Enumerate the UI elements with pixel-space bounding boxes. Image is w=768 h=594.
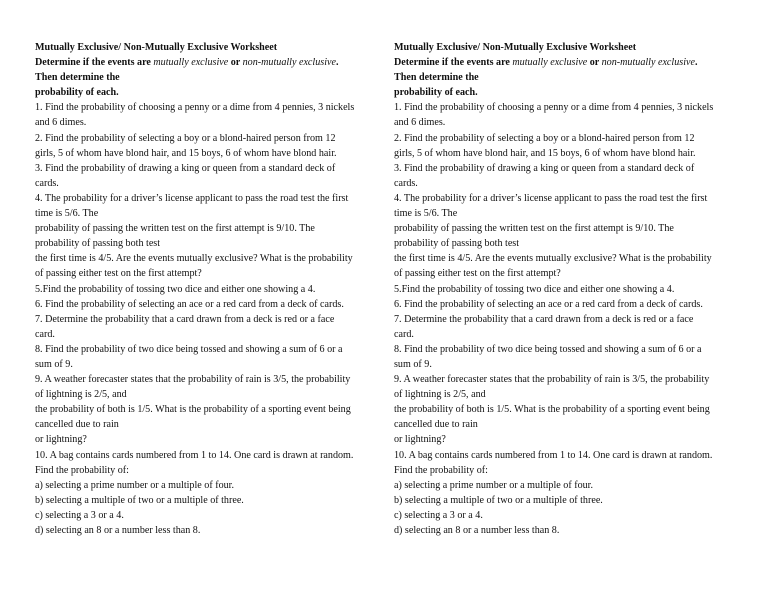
worksheet-questions <box>35 100 385 538</box>
worksheet-line: b) selecting a multiple of two or a multiple of three. <box>394 494 603 506</box>
instruction-term-non-mutually-exclusive: non-mutually exclusive <box>242 57 336 69</box>
worksheet-line: 2. Find the probability of selecting a boy or a blond-haired person from 12 <box>394 132 695 144</box>
worksheet-line: probability of passing both test <box>394 238 520 250</box>
worksheet-line: or lightning? <box>35 434 87 446</box>
instruction-term-mutually-exclusive: mutually exclusive <box>153 57 229 69</box>
worksheet-line: 5.Find the probability of tossing two dice and either one showing a 4. <box>394 283 675 295</box>
instruction-or: or <box>587 57 602 69</box>
worksheet-line: of lightning is 2/5, and <box>35 389 127 401</box>
worksheet-line: Find the probability of: <box>394 464 488 476</box>
worksheet-line: time is 5/6. The <box>35 208 99 220</box>
instruction-term-mutually-exclusive: mutually exclusive <box>512 57 588 69</box>
worksheet-line: cards. <box>394 177 418 189</box>
instruction-line-3: probability of each. <box>394 87 478 99</box>
instruction-term-non-mutually-exclusive: non-mutually exclusive <box>601 57 695 69</box>
worksheet-line: cancelled due to rain <box>394 419 478 431</box>
worksheet-line: girls, 5 of whom have blond hair, and 15 boys, 6 of whom have blond hair. <box>35 147 337 159</box>
instruction-suffix: . <box>335 57 339 69</box>
worksheet-line: c) selecting a 3 or a 4. <box>394 509 483 521</box>
instruction-line-3: probability of each. <box>35 87 119 99</box>
worksheet-line: 6. Find the probability of selecting an ace or a red card from a deck of cards. <box>35 298 344 310</box>
worksheet-line: 4. The probability for a driver’s license applicant to pass the road test the first <box>35 192 349 204</box>
worksheet-line: probability of passing the written test on the first attempt is 9/10. The <box>35 223 315 235</box>
worksheet-title: Mutually Exclusive/ Non-Mutually Exclusive Worksheet <box>35 42 278 53</box>
worksheet-line: 7. Determine the probability that a card drawn from a deck is red or a face <box>35 313 335 325</box>
worksheet-line: the first time is 4/5. Are the events mutually exclusive? What is the probability <box>394 253 712 265</box>
worksheet-line: sum of 9. <box>394 358 432 370</box>
worksheet-line: and 6 dimes. <box>35 117 87 129</box>
worksheet-line: Find the probability of: <box>35 464 129 476</box>
worksheet-line: card. <box>35 328 55 340</box>
worksheet-line: cards. <box>35 177 59 189</box>
instruction-or: or <box>228 57 243 69</box>
worksheet-line: the probability of both is 1/5. What is the probability of a sporting event being <box>394 404 710 416</box>
worksheet-questions <box>394 100 744 538</box>
worksheet-line: 2. Find the probability of selecting a boy or a blond-haired person from 12 <box>35 132 336 144</box>
worksheet-line: 3. Find the probability of drawing a king or queen from a standard deck of <box>394 162 695 174</box>
worksheet-line: d) selecting an 8 or a number less than 8. <box>394 525 560 536</box>
worksheet-column-right <box>394 40 744 538</box>
worksheet-line: of passing either test on the first attempt? <box>35 268 202 280</box>
worksheet-line: 9. A weather forecaster states that the probability of rain is 3/5, the probability <box>394 374 710 386</box>
worksheet-line: b) selecting a multiple of two or a multiple of three. <box>35 494 244 506</box>
worksheet-line: girls, 5 of whom have blond hair, and 15 boys, 6 of whom have blond hair. <box>394 147 696 159</box>
worksheet-line: 8. Find the probability of two dice being tossed and showing a sum of 6 or a <box>394 343 702 355</box>
worksheet-line: 8. Find the probability of two dice being tossed and showing a sum of 6 or a <box>35 343 343 355</box>
instruction-suffix: . <box>694 57 698 69</box>
worksheet-title: Mutually Exclusive/ Non-Mutually Exclusive Worksheet <box>394 42 637 53</box>
worksheet-line: a) selecting a prime number or a multiple of four. <box>35 479 235 491</box>
worksheet-line: 1. Find the probability of choosing a penny or a dime from 4 pennies, 3 nickels <box>394 102 714 114</box>
worksheet-line: 7. Determine the probability that a card drawn from a deck is red or a face <box>394 313 694 325</box>
worksheet-line: c) selecting a 3 or a 4. <box>35 509 124 521</box>
worksheet-instruction <box>394 55 744 70</box>
worksheet-line: 4. The probability for a driver’s license applicant to pass the road test the first <box>394 192 708 204</box>
worksheet-line: 9. A weather forecaster states that the probability of rain is 3/5, the probability <box>35 374 351 386</box>
worksheet-line: 10. A bag contains cards numbered from 1 to 14. One card is drawn at random. <box>35 449 354 461</box>
instruction-prefix: Determine if the events are <box>394 57 513 69</box>
worksheet-line: sum of 9. <box>35 358 73 370</box>
worksheet-instruction <box>35 55 385 70</box>
worksheet-line: probability of passing both test <box>35 238 161 250</box>
worksheet-column-left <box>35 40 385 538</box>
worksheet-line: 3. Find the probability of drawing a king or queen from a standard deck of <box>35 162 336 174</box>
worksheet-line: cancelled due to rain <box>35 419 119 431</box>
instruction-line-2: Then determine the <box>35 72 120 84</box>
worksheet-line: a) selecting a prime number or a multiple of four. <box>394 479 594 491</box>
worksheet-line: the probability of both is 1/5. What is the probability of a sporting event being <box>35 404 351 416</box>
instruction-prefix: Determine if the events are <box>35 57 154 69</box>
worksheet-line: probability of passing the written test on the first attempt is 9/10. The <box>394 223 674 235</box>
worksheet-line: of lightning is 2/5, and <box>394 389 486 401</box>
worksheet-line: d) selecting an 8 or a number less than 8. <box>35 525 201 536</box>
worksheet-line: of passing either test on the first attempt? <box>394 268 561 280</box>
worksheet-line: and 6 dimes. <box>394 117 446 129</box>
worksheet-line: 6. Find the probability of selecting an ace or a red card from a deck of cards. <box>394 298 703 310</box>
worksheet-line: card. <box>394 328 414 340</box>
worksheet-line: 1. Find the probability of choosing a penny or a dime from 4 pennies, 3 nickels <box>35 102 355 114</box>
worksheet-line: the first time is 4/5. Are the events mutually exclusive? What is the probability <box>35 253 353 265</box>
worksheet-line: or lightning? <box>394 434 446 446</box>
worksheet-line: 5.Find the probability of tossing two dice and either one showing a 4. <box>35 283 316 295</box>
worksheet-line: 10. A bag contains cards numbered from 1 to 14. One card is drawn at random. <box>394 449 713 461</box>
instruction-line-2: Then determine the <box>394 72 479 84</box>
worksheet-line: time is 5/6. The <box>394 208 458 220</box>
